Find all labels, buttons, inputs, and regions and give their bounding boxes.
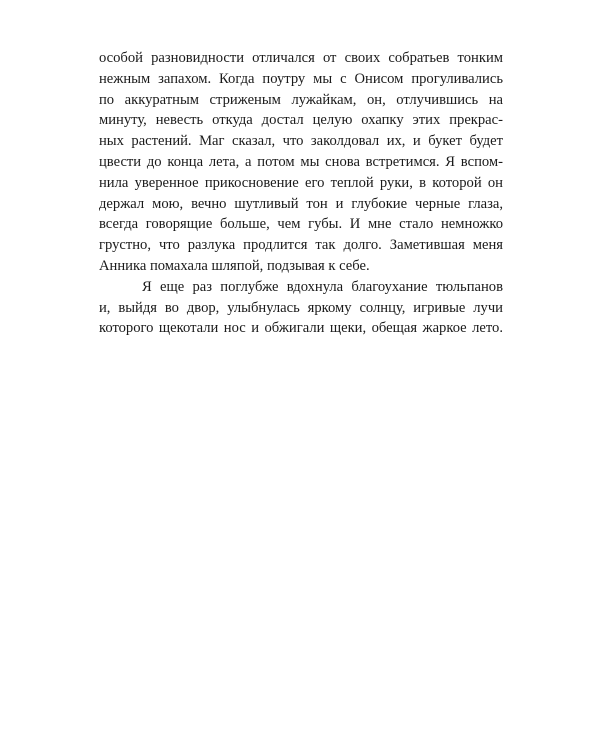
text-line: всегда говорящие больше, чем губы. И мне стало немножко: [99, 216, 503, 233]
paragraph-2: [99, 277, 503, 339]
text-line: которого щекотали нос и обжигали щеки, обещая жаркое лето.: [99, 320, 503, 337]
text-line: нила уверенное прикосновение его теплой руки, в которой он: [99, 174, 503, 191]
text-line: держал мою, вечно шутливый тон и глубокие черные глаза,: [99, 195, 503, 212]
text-line: особой разновидности отличался от своих собратьев тонким: [99, 50, 503, 66]
text-line: и, выйдя во двор, улыбнулась яркому солнцу, игривые лучи: [99, 299, 503, 316]
text-line: цвести до конца лета, а потом мы снова встретимся. Я вспом-: [99, 153, 503, 170]
text-line: Анника помахала шляпой, подзывая к себе.: [99, 257, 370, 274]
body-text: [99, 48, 503, 339]
paragraph-1: [99, 48, 503, 277]
text-line: по аккуратным стриженым лужайкам, он, отлучившись на: [99, 91, 503, 108]
text-line: ных растений. Маг сказал, что заколдовал их, и букет будет: [99, 133, 503, 150]
text-line: Я еще раз поглубже вдохнула благоухание тюльпанов: [142, 278, 503, 295]
text-line: нежным запахом. Когда поутру мы с Онисом прогуливались: [99, 70, 503, 87]
text-line: грустно, что разлука продлится так долго. Заметившая меня: [99, 237, 503, 254]
text-line: минуту, невесть откуда достал целую охапку этих прекрас-: [99, 112, 503, 129]
